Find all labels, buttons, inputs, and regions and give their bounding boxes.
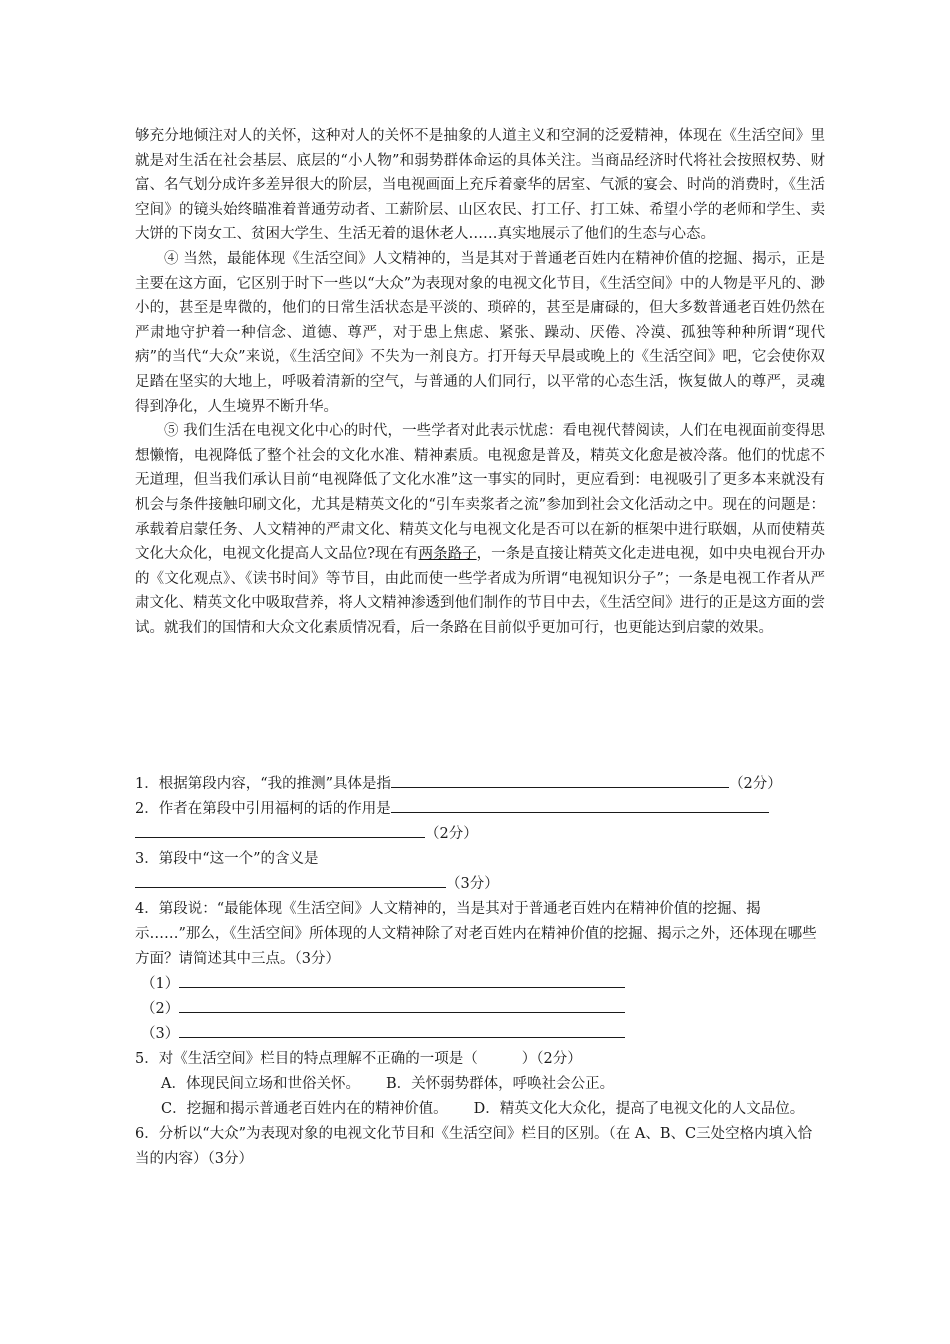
answer-blank-2b[interactable] [135, 823, 425, 838]
question-4-sub-2 [135, 997, 825, 1022]
question-1-text: 1．根据第段内容，“我的推测”具体是指 [135, 776, 392, 792]
paragraph-5 [135, 419, 825, 640]
paragraph-3: 够充分地倾注对人的关怀，这种对人的关怀不是抽象的人道主义和空洞的泛爱精神，体现在《生活空间》里就是对生活在社会基层、底层的“小人物”和弱势群体命运的具体关注。当商品经济时代将社会按照权势、财富、名气划分成许多差异很大的阶层，当电视画面上充斥着豪华的居室、气派的宴会、时尚的消费时，《生活空间》的镜头始终瞄准着普通劳动者、工薪阶层、山区农民、打工仔、打工妹、希望小学的老师和学生、卖大饼的下岗女工、贫困大学生、生活无着的退休老人……真实地展示了他们的生态与心态。 [135, 128, 825, 243]
answer-blank-1[interactable] [391, 773, 729, 788]
underlined-phrase: 两条路子 [418, 546, 477, 563]
question-4: 4．第段说：“最能体现《生活空间》人文精神的，当是其对于普通老百姓内在精神价值的挖掘、揭示……”那么，《生活空间》所体现的人文精神除了对老百姓内在精神价值的挖掘、揭示之外，还体现在哪些方面？请简述其中三点。（3分） [135, 901, 817, 967]
question-3 [135, 847, 825, 872]
question-5-options-ab [135, 1072, 825, 1097]
option-c: C．挖掘和揭示普通老百姓内在的精神价值。 [161, 1101, 448, 1117]
question-5-score: ）（2分） [521, 1051, 582, 1067]
question-6: 6．分析以“大众”为表现对象的电视文化节目和《生活空间》栏目的区别。（在 A、B、C三处空格内填入恰当的内容）（3分） [135, 1126, 813, 1167]
option-d: D．精英文化大众化，提高了电视文化的人文品位。 [473, 1101, 805, 1117]
paragraph-4: ④ 当然，最能体现《生活空间》人文精神的，当是其对于普通老百姓内在精神价值的挖掘、揭示，正是主要在这方面，它区别于时下一些以“大众”为表现对象的电视文化节目，《生活空间》中的人物是平凡的、渺小的，甚至是卑微的，他们的日常生活状态是平淡的、琐碎的，甚至是庸碌的，但大多数普通老百姓仍然在严肃地守护着一种信念、道德、尊严，对于患上焦虑、紧张、躁动、厌倦、冷漠、孤独等种种所谓“现代病”的当代“大众”来说，《生活空间》不失为一剂良方。打开每天早晨或晚上的《生活空间》吧，它会使你双足踏在坚实的大地上，呼吸着清新的空气，与普通的人们同行，以平常的心态生活，恢复做人的尊严，灵魂得到净化，人生境界不断升华。 [135, 250, 825, 415]
question-5 [135, 1047, 825, 1072]
question-5-options-cd [135, 1097, 825, 1122]
question-list [135, 772, 825, 1172]
option-b: B．关怀弱势群体，呼唤社会公正。 [385, 1076, 615, 1092]
paragraph-5-part-b: ，一条是直接让精英文化走进电视，如中央电视台开办的《文化观点》、《读书时间》等节目，由此而使一些学者成为所谓“电视知识分子”；一条是电视工作者从严肃文化、精英文化中吸取营养，将人文精神渗透到他们制作的节目中去，《生活空间》进行的正是这方面的尝试。就我们的国情和大众文化素质情况看，后一条路在目前似乎更加可行，也更能达到启蒙的效果。 [135, 546, 825, 636]
answer-blank-4-2[interactable] [179, 998, 625, 1013]
question-1 [135, 772, 825, 797]
answer-blank-4-3[interactable] [179, 1023, 625, 1038]
question-5-text: 5．对《生活空间》栏目的特点理解不正确的一项是（ [135, 1051, 478, 1067]
question-3-score: （3分） [446, 876, 499, 892]
question-3-line-2 [135, 872, 825, 897]
answer-blank-4-1[interactable] [179, 973, 625, 988]
paragraph-5-part-a: ⑤ 我们生活在电视文化中心的时代，一些学者对此表示忧虑：看电视代替阅读，人们在电视面前变得思想懒惰，电视降低了整个社会的文化水准、精神素质。电视愈是普及，精英文化愈是被冷落。他们的忧虑不无道理，但当我们承认目前“电视降低了文化水准”这一事实的同时，更应看到：电视吸引了更多本来就没有机会与条件接触印刷文化，尤其是精英文化的“引车卖浆者之流”参加到社会文化活动之中。现在的问题是：承载着启蒙任务、人文精神的严肃文化、精英文化与电视文化是否可以在新的框架中进行联姻，从而使精英文化大众化，电视文化提高人文品位?现在有 [135, 423, 825, 563]
answer-blank-2a[interactable] [391, 798, 769, 813]
sub-label-1: （1） [141, 976, 180, 992]
question-1-score: （2分） [729, 776, 782, 792]
sub-label-3: （3） [141, 1026, 180, 1042]
sub-label-2: （2） [141, 1001, 180, 1017]
option-a: A．体现民间立场和世俗关怀。 [161, 1076, 360, 1092]
reading-passage [135, 124, 825, 640]
answer-blank-3[interactable] [135, 873, 446, 888]
question-2-text: 2．作者在第段中引用福柯的话的作用是 [135, 801, 391, 817]
question-4-sub-1 [135, 972, 825, 997]
question-3-text: 3．第段中“这一个”的含义是 [135, 851, 319, 867]
question-2-line-2 [135, 822, 825, 847]
question-2 [135, 797, 825, 822]
question-4-sub-3 [135, 1022, 825, 1047]
question-2-score: （2分） [425, 826, 478, 842]
